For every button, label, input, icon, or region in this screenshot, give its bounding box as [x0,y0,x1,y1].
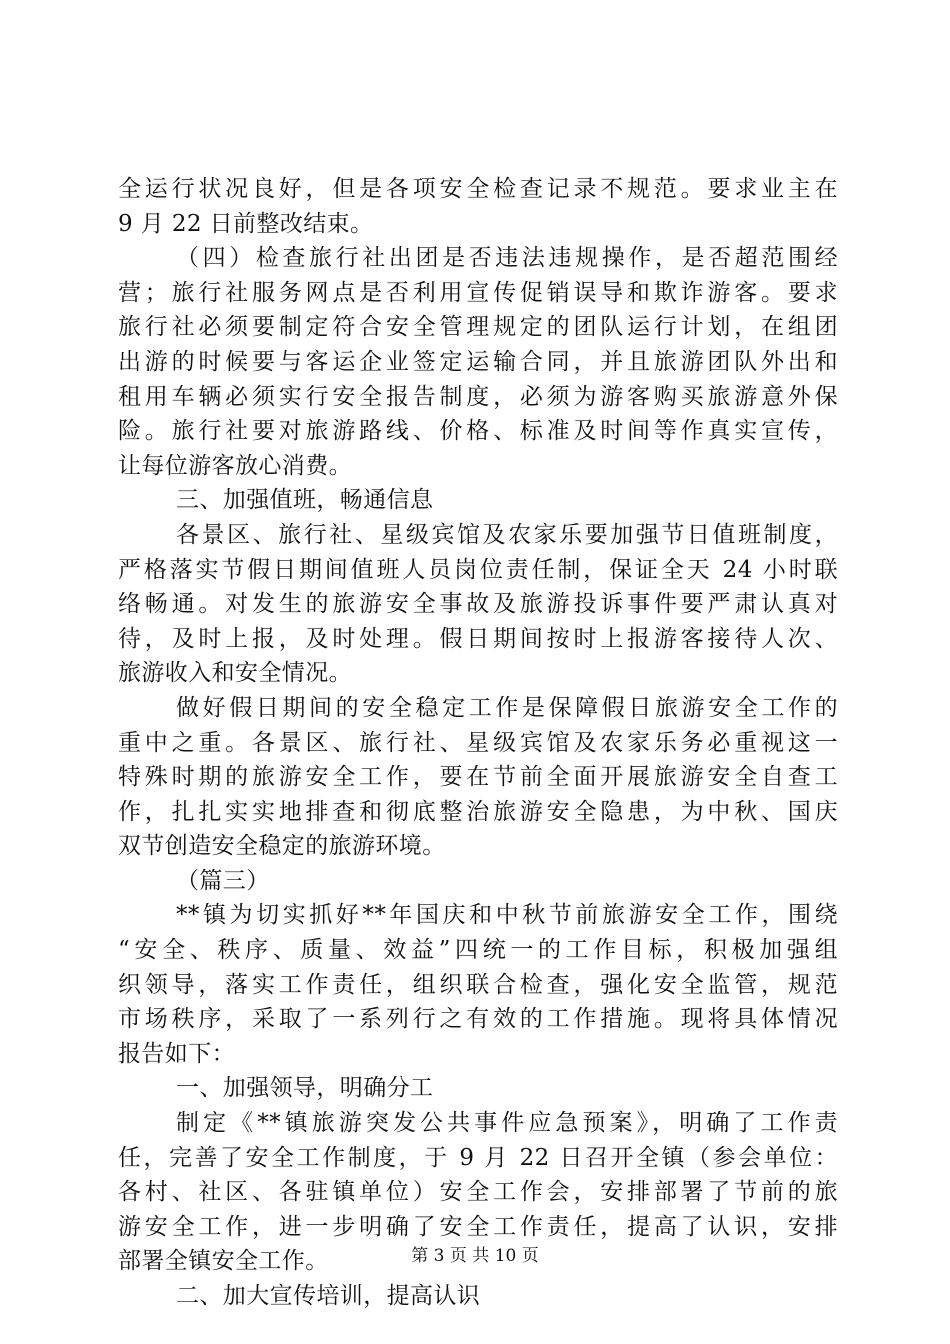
paragraph [118,172,838,241]
paragraph [118,864,838,899]
text-line: 全运行状况良好，但是各项安全检查记录不规范。要求业主在 [118,176,838,202]
text-line: 任，完善了安全工作制度，于 9 月 22 日召开全镇（参会单位： [118,1144,838,1171]
text-line: 旅游收入和安全情况。 [118,660,352,687]
paragraph [118,898,838,1071]
text-line: 做好假日期间的安全稳定工作是保障假日旅游安全工作的 [176,694,838,721]
text-line: 一、加强领导，明确分工 [176,1075,434,1102]
text-line: 二、加大宣传培训，提高认识 [176,1283,481,1309]
text-line: 络畅通。对发生的旅游安全事故及旅游投诉事件要严肃认真对 [118,591,838,618]
text-line: 9 月 22 日前整改结束。 [118,210,374,237]
text-line: 特殊时期的旅游安全工作，要在节前全面开展旅游安全自查工 [118,764,838,791]
paragraph [118,483,838,518]
text-line: 部署全镇安全工作。 [118,1248,329,1275]
text-line: 市场秩序，采取了一系列行之有效的工作措施。现将具体情况 [118,1006,838,1033]
text-line: 作，扎扎实实地排查和彻底整治旅游安全隐患，为中秋、国庆 [118,798,838,825]
text-line: 织领导，落实工作责任，组织联合检查，强化安全监管，规范 [118,971,838,998]
text-line: 租用车辆必须实行安全报告制度，必须为游客购买旅游意外保 [118,383,838,410]
text-line: （篇三） [176,867,270,894]
text-line: “安全、秩序、质量、效益”四统一的工作目标，积极加强组 [118,937,838,964]
paragraph [118,241,838,483]
text-line: 让每位游客放心消费。 [118,452,352,479]
text-line: （四）检查旅行社出团是否违法违规操作，是否超范围经 [176,245,838,272]
text-line: 报告如下： [118,1040,235,1067]
paragraph [118,1279,838,1314]
paragraph [118,518,838,691]
text-line: 游安全工作，进一步明确了安全工作责任，提高了认识，安排 [118,1213,838,1240]
text-line: 制定《**镇旅游突发公共事件应急预案》，明确了工作责 [176,1110,838,1137]
paragraph [118,691,838,864]
text-line: 各景区、旅行社、星级宾馆及农家乐要加强节日值班制度， [176,521,838,548]
page-footer: 第 3 页 共 10 页 [411,1246,539,1266]
text-line: 旅行社必须要制定符合安全管理规定的团队运行计划，在组团 [118,314,838,341]
text-line: 三、加强值班，畅通信息 [176,487,434,514]
text-line: 险。旅行社要对旅游路线、价格、标准及时间等作真实宣传， [118,418,838,445]
text-line: 各村、社区、各驻镇单位）安全工作会，安排部署了节前的旅 [118,1179,838,1206]
text-line: **镇为切实抓好**年国庆和中秋节前旅游安全工作，围绕 [176,902,838,929]
text-line: 出游的时候要与客运企业签定运输合同，并且旅游团队外出和 [118,348,838,375]
text-line: 营；旅行社服务网点是否利用宣传促销误导和欺诈游客。要求 [118,279,838,306]
text-line: 双节创造安全稳定的旅游环境。 [118,833,446,860]
text-line: 待，及时上报，及时处理。假日期间按时上报游客接待人次、 [118,625,838,652]
text-line: 重中之重。各景区、旅行社、星级宾馆及农家乐务必重视这一 [118,729,838,756]
document-body [118,172,838,1314]
paragraph [118,1071,838,1106]
text-line: 严格落实节假日期间值班人员岗位责任制，保证全天 24 小时联 [118,556,838,583]
